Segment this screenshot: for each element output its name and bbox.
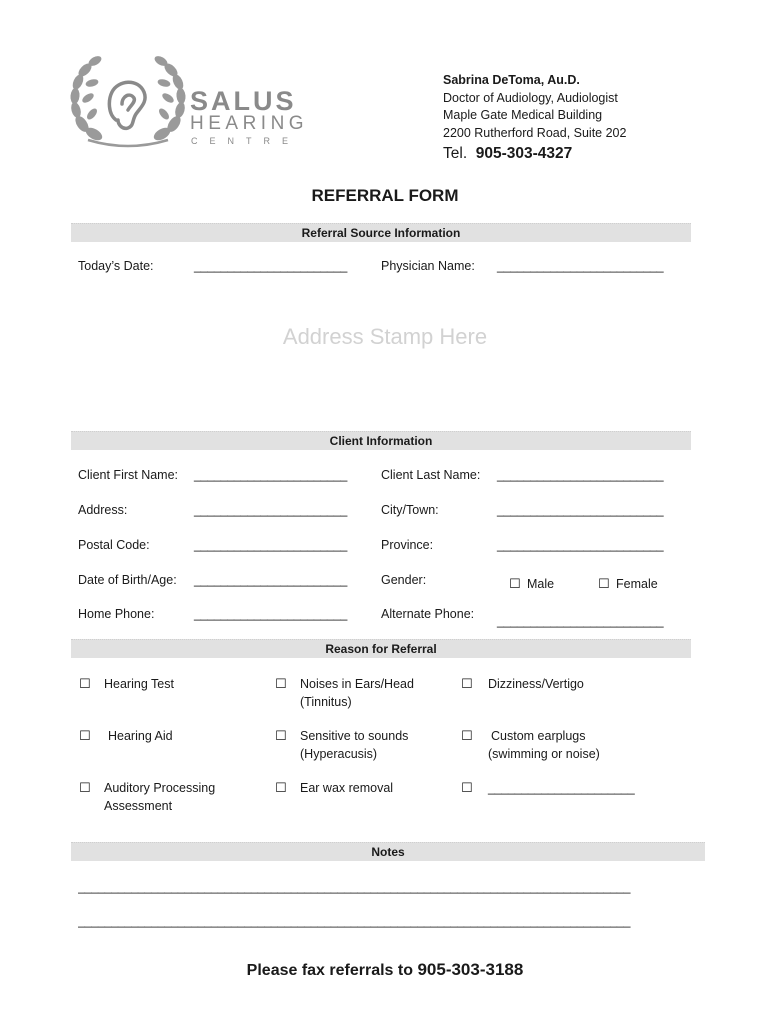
physician-name-field[interactable]: _________________________	[497, 259, 664, 273]
custom-earplugs-checkbox[interactable]: ☐	[461, 728, 473, 743]
telephone	[443, 145, 626, 163]
postal-code-field[interactable]: _______________________	[194, 538, 347, 552]
city-town-field[interactable]: _________________________	[497, 503, 664, 517]
date-of-birth-age-label: Date of Birth/Age:	[78, 573, 177, 587]
section-header-notes: Notes	[71, 842, 705, 861]
custom-earplugs-label-line-1: Custom earplugs	[491, 729, 586, 743]
auditory-processing-checkbox[interactable]: ☐	[79, 780, 91, 795]
address-stamp-placeholder: Address Stamp Here	[282, 324, 488, 349]
address-label: Address:	[78, 503, 128, 517]
practitioner-title: Doctor of Audiology, Audiologist	[443, 90, 618, 105]
client-last-name-field[interactable]: _________________________	[497, 468, 664, 482]
gender-label: Gender:	[381, 573, 427, 587]
fax-instruction-text: Please fax referrals to	[246, 962, 413, 979]
province-label: Province:	[381, 538, 434, 552]
gender-female-checkbox[interactable]: ☐	[598, 576, 610, 591]
practitioner-name: Sabrina DeToma, Au.D.	[443, 73, 580, 87]
alternate-phone-field[interactable]: _________________________	[497, 614, 664, 628]
notes-line-2[interactable]: ___________________________________________________________________________________	[78, 914, 631, 928]
province-field[interactable]: _________________________	[497, 538, 664, 552]
notes-line-1[interactable]: ___________________________________________________________________________________	[78, 880, 631, 894]
physician-name-label: Physician Name:	[381, 259, 475, 273]
address-field[interactable]: _______________________	[194, 503, 347, 517]
tinnitus-checkbox[interactable]: ☐	[275, 676, 287, 691]
logo-text-centre: CENTRE	[191, 136, 301, 146]
section-header-reason-for-referral: Reason for Referral	[71, 639, 691, 658]
custom-earplugs-label-line-2: (swimming or noise)	[488, 747, 600, 761]
ear-wax-removal-checkbox[interactable]: ☐	[275, 780, 287, 795]
hyperacusis-label-line-1: Sensitive to sounds	[300, 729, 409, 743]
building-name: Maple Gate Medical Building	[443, 108, 603, 122]
date-of-birth-age-field[interactable]: _______________________	[194, 573, 347, 587]
alternate-phone-label: Alternate Phone:	[381, 607, 475, 621]
client-last-name-label: Client Last Name:	[381, 468, 481, 482]
form-title: REFERRAL FORM	[311, 186, 459, 205]
other-reason-checkbox[interactable]: ☐	[461, 780, 473, 795]
client-first-name-field[interactable]: _______________________	[194, 468, 347, 482]
hearing-test-checkbox[interactable]: ☐	[79, 676, 91, 691]
laurel-ear-emblem-icon	[68, 52, 188, 152]
hearing-aid-checkbox[interactable]: ☐	[79, 728, 91, 743]
gender-male-label: Male	[527, 577, 555, 591]
gender-male-checkbox[interactable]: ☐	[509, 576, 521, 591]
hearing-aid-label: Hearing Aid	[108, 729, 173, 743]
logo-text-hearing: HEARING	[190, 113, 309, 134]
section-header-referral-source: Referral Source Information	[71, 223, 691, 242]
home-phone-label: Home Phone:	[78, 607, 155, 621]
todays-date-label: Today’s Date:	[78, 259, 154, 273]
auditory-processing-label	[104, 779, 215, 815]
contact-block	[443, 72, 626, 163]
city-town-label: City/Town:	[381, 503, 439, 517]
street-address: 2200 Rutherford Road, Suite 202	[443, 125, 627, 140]
telephone-number: 905-303-4327	[475, 145, 573, 162]
dizziness-checkbox[interactable]: ☐	[461, 676, 473, 691]
todays-date-field[interactable]: _______________________	[194, 259, 347, 273]
fax-instruction	[0, 960, 770, 980]
telephone-label: Tel.	[443, 145, 468, 162]
auditory-processing-label-line-1: Auditory Processing	[104, 781, 216, 795]
gender-female-label: Female	[616, 577, 658, 591]
hyperacusis-checkbox[interactable]: ☐	[275, 728, 287, 743]
fax-number: 905-303-3188	[417, 960, 524, 979]
hyperacusis-label	[300, 727, 408, 763]
dizziness-label: Dizziness/Vertigo	[488, 677, 584, 691]
hyperacusis-label-line-2: (Hyperacusis)	[300, 747, 378, 761]
client-first-name-label: Client First Name:	[78, 468, 179, 482]
tinnitus-label-line-2: (Tinnitus)	[300, 695, 352, 709]
ear-wax-removal-label: Ear wax removal	[300, 781, 394, 795]
logo-text-salus: SALUS	[190, 86, 297, 116]
custom-earplugs-label	[488, 727, 600, 763]
tinnitus-label	[300, 675, 414, 711]
hearing-test-label: Hearing Test	[104, 677, 174, 691]
home-phone-field[interactable]: _______________________	[194, 607, 347, 621]
section-header-client-information: Client Information	[71, 431, 691, 450]
tinnitus-label-line-1: Noises in Ears/Head	[300, 677, 414, 691]
postal-code-label: Postal Code:	[78, 538, 150, 552]
auditory-processing-label-line-2: Assessment	[104, 799, 173, 813]
other-reason-field[interactable]: ______________________	[488, 781, 635, 795]
